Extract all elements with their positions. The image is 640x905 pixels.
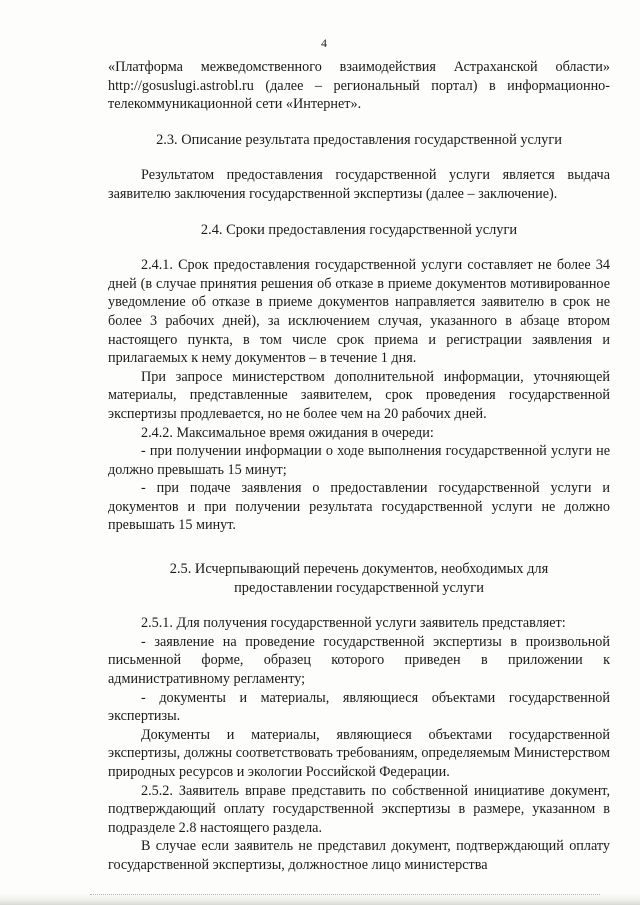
scan-artifact-line — [90, 893, 600, 895]
spacer — [108, 597, 610, 614]
paragraph-documents-requirements: Документы и материалы, являющиеся объектами государственной экспертизы, должны соответствовать требованиям, определяемым Министерством природных ресурсов и экологии Российской Федерации. — [108, 726, 610, 780]
paragraph-2-5-2: 2.5.2. Заявитель вправе представить по собственной инициативе документ, подтверждающий оплату государственной экспертизы в размере, указанном в подразделе 2.8 настоящего раздела. — [108, 782, 610, 836]
spacer — [108, 114, 610, 131]
list-item-queue-info: - при получении информации о ходе выполнения государственной услуги не должно превышать 15 минут; — [108, 443, 610, 478]
paragraph-2-4-2: 2.4.2. Максимальное время ожидания в очереди: — [141, 424, 434, 441]
list-item-queue-submission: - при подаче заявления о предоставлении государственной услуги и документов и при получении результата государственной услуги не должно превышать 15 минут. — [108, 480, 610, 534]
page-body — [108, 58, 610, 875]
paragraph-2-4-1-extension: При запросе министерством дополнительной информации, уточняющей материалы, представленные заявителем, срок проведения государственной экспертизы продлевается, но не более чем на 20 рабочих дней. — [108, 368, 610, 422]
list-item-documents: - документы и материалы, являющиеся объектами государственной экспертизы. — [108, 689, 610, 725]
spacer — [108, 149, 610, 166]
page-number: 4 — [321, 36, 327, 50]
heading-2-4: 2.4. Сроки предоставления государственной услуги — [200, 221, 518, 238]
paragraph-2-3: Результатом предоставления государственной услуги является выдача заявителю заключения государственной экспертизы (далее – заключение). — [108, 167, 610, 202]
spacer — [108, 239, 610, 256]
list-item-application: - заявление на проведение государственной экспертизы в произвольной письменной форме, образец которого приведен в приложении к административному регламенту; — [108, 633, 610, 688]
paragraph-2-5-2-payment: В случае если заявитель не представил документ, подтверждающий оплату государственной экспертизы, должностное лицо министерства — [108, 838, 610, 873]
spacer — [108, 535, 610, 560]
spacer — [108, 204, 610, 221]
heading-2-5-line2: предоставлении государственной услуги — [234, 579, 484, 596]
heading-2-3: 2.3. Описание результата предоставления государственной услуги — [156, 131, 562, 148]
paragraph-intro: «Платформа межведомственного взаимодействия Астраханской области» http://gosuslugi.astrobl.ru (далее – региональный портал) в информационно-телекоммуникационной сети «Интернет». — [108, 59, 610, 113]
paragraph-2-5-1: 2.5.1. Для получения государственной услуги заявитель представляет: — [141, 615, 566, 632]
heading-2-5-line1: 2.5. Исчерпывающий перечень документов, необходимых для — [169, 561, 549, 578]
paragraph-2-4-1: 2.4.1. Срок предоставления государственной услуги составляет не более 34 дней (в случае принятия решения об отказе в приеме документов мотивированное уведомление об отказе в приеме документов направляется заявителю в срок не более 3 рабочих дней), за исключением случая, указанного в абзаце втором настоящего пункта, в том числе срок приема и регистрации заявления и прилагаемых к нему документов – в течение 1 дня. — [108, 257, 610, 367]
